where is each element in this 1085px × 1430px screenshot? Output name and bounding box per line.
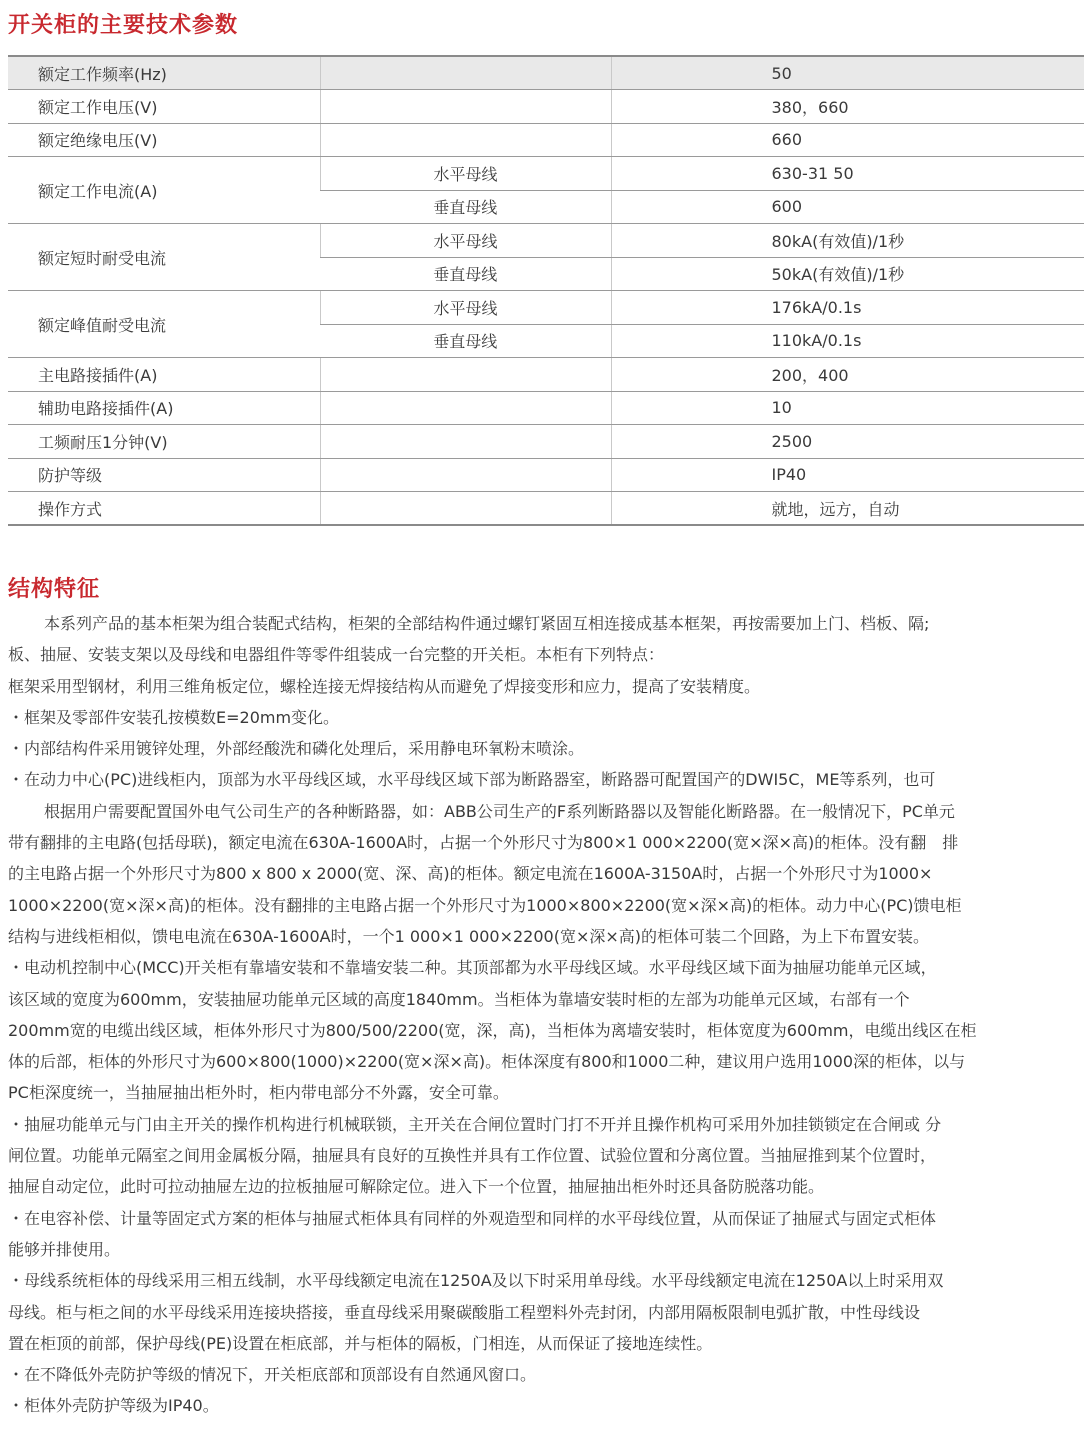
- param-value: 630-31 50: [611, 157, 1084, 191]
- paragraph-line: 闸位置。功能单元隔室之间用金属板分隔，抽屉具有良好的互换性并具有工作位置、试验位置和分离位置。当抽屉推到某个位置时，: [8, 1146, 937, 1166]
- paragraph-line: 根据用户需要配置国外电气公司生产的各种断路器，如：ABB公司生产的F系列断路器以及智能化断路器。在一般情况下，PC单元: [44, 801, 955, 821]
- param-sub: [320, 425, 611, 459]
- param-sub: [320, 391, 611, 425]
- list-item: ・电动机控制中心(MCC)开关柜有靠墙安装和不靠墙安装二种。其顶部都为水平母线区域。水平母线区域下面为抽屉功能单元区域，: [8, 958, 937, 978]
- list-item: ・在不降低外壳防护等级的情况下，开关柜底部和顶部设有自然通风窗口。: [8, 1365, 537, 1385]
- param-name: 辅助电路接插件(A): [8, 391, 320, 425]
- list-item: ・抽屉功能单元与门由主开关的操作机构进行机械联锁，主开关在合闸位置时门打不开并且操作机构可采用外加挂锁锁定在合闸或 分: [8, 1114, 942, 1134]
- param-name: 工频耐压1分钟(V): [8, 425, 320, 459]
- param-sub: [320, 458, 611, 492]
- param-value: 80kA(有效值)/1秒: [611, 224, 1084, 258]
- param-name: 额定绝缘电压(V): [8, 123, 320, 157]
- param-value: IP40: [611, 458, 1084, 492]
- param-name: 额定工作电流(A): [8, 157, 320, 224]
- param-value: 200，400: [611, 358, 1084, 392]
- param-name: 额定工作电压(V): [8, 90, 320, 124]
- spec-section-title: 开关柜的主要技术参数: [8, 13, 239, 38]
- structure-section-title: 结构特征: [8, 577, 101, 602]
- paragraph-line: 结构与进线柜相似，馈电电流在630A-1600A时，一个1 000×1 000×2200(宽×深×高)的柜体可装二个回路，为上下布置安装。: [8, 926, 930, 946]
- paragraph-line: 的主电路占据一个外形尺寸为800 x 800 x 2000(宽、深、高)的柜体。额定电流在1600A-3150A时，占据一个外形尺寸为1000×: [8, 864, 933, 884]
- param-sub: [320, 358, 611, 392]
- table-row: [8, 458, 1084, 492]
- table-row: [8, 391, 1084, 425]
- paragraph-line: 带有翻排的主电路(包括母联)，额定电流在630A-1600A时，占据一个外形尺寸为800×1 000×2200(宽×深×高)的柜体。没有翻 排: [8, 833, 959, 853]
- list-item: ・内部结构件采用镀锌处理，外部经酸洗和磷化处理后，采用静电环氧粉末喷涂。: [8, 739, 585, 759]
- list-item: ・母线系统柜体的母线采用三相五线制，水平母线额定电流在1250A及以下时采用单母线。水平母线额定电流在1250A以上时采用双: [8, 1271, 944, 1291]
- table-row: [8, 90, 1084, 124]
- param-sub: 水平母线: [320, 157, 611, 191]
- paragraph-line: 框架采用型钢材，利用三维角板定位，螺栓连接无焊接结构从而避免了焊接变形和应力，提高了安装精度。: [8, 676, 761, 696]
- param-sub: 垂直母线: [320, 324, 611, 358]
- param-sub: 水平母线: [320, 291, 611, 325]
- param-name: 额定工作频率(Hz): [8, 56, 320, 90]
- paragraph-line: 本系列产品的基本柜架为组合装配式结构，柜架的全部结构件通过螺钉紧固互相连接成基本框架，再按需要加上门、档板、隔;: [44, 614, 930, 633]
- list-item: ・在动力中心(PC)进线柜内，顶部为水平母线区域，水平母线区域下部为断路器室，断路器可配置国产的DWI5C，ME等系列，也可: [8, 770, 936, 790]
- table-row: [8, 425, 1084, 459]
- param-sub: [320, 492, 611, 526]
- table-row: [8, 358, 1084, 392]
- param-value: 2500: [611, 425, 1084, 459]
- param-value: 380，660: [611, 90, 1084, 124]
- param-value: 600: [611, 190, 1084, 224]
- param-sub: 垂直母线: [320, 190, 611, 224]
- table-row: [8, 123, 1084, 157]
- param-name: 额定峰值耐受电流: [8, 291, 320, 358]
- structure-text: [8, 608, 1085, 1422]
- table-row: [8, 56, 1084, 90]
- paragraph-line: 母线。柜与柜之间的水平母线采用连接块搭接，垂直母线采用聚碳酸脂工程塑料外壳封闭，内部用隔板限制电弧扩散，中性母线设: [8, 1302, 921, 1322]
- paragraph-line: 置在柜顶的前部，保护母线(PE)设置在柜底部，并与柜体的隔板，门相连，从而保证了接地连续性。: [8, 1333, 713, 1353]
- list-item: ・柜体外壳防护等级为IP40。: [8, 1396, 219, 1416]
- param-sub: 垂直母线: [320, 257, 611, 291]
- param-name: 操作方式: [8, 492, 320, 526]
- param-sub: 水平母线: [320, 224, 611, 258]
- param-value: 就地，远方，自动: [611, 492, 1084, 526]
- param-value: 176kA/0.1s: [611, 291, 1084, 325]
- param-name: 主电路接插件(A): [8, 358, 320, 392]
- param-name: 防护等级: [8, 458, 320, 492]
- param-sub: [320, 123, 611, 157]
- paragraph-line: 能够并排使用。: [8, 1239, 121, 1259]
- table-row: [8, 157, 1084, 191]
- spec-table: [8, 55, 1084, 526]
- table-row: [8, 291, 1084, 325]
- paragraph-line: 体的后部，柜体的外形尺寸为600×800(1000)×2200(宽×深×高)。柜体深度有800和1000二种，建议用户选用1000深的柜体，以与: [8, 1052, 966, 1072]
- paragraph-line: 1000×2200(宽×深×高)的柜体。没有翻排的主电路占据一个外形尺寸为1000×800×2200(宽×深×高)的柜体。动力中心(PC)馈电柜: [8, 895, 962, 915]
- param-value: 50kA(有效值)/1秒: [611, 257, 1084, 291]
- param-value: 10: [611, 391, 1084, 425]
- param-value: 110kA/0.1s: [611, 324, 1084, 358]
- paragraph-line: PC柜深度统一，当抽屉抽出柜外时，柜内带电部分不外露，安全可靠。: [8, 1083, 509, 1103]
- param-value: 660: [611, 123, 1084, 157]
- paragraph-line: 抽屉自动定位，此时可拉动抽屉左边的拉板抽屉可解除定位。进入下一个位置，抽屉抽出柜外时还具备防脱落功能。: [8, 1177, 825, 1197]
- table-row: [8, 492, 1084, 526]
- list-item: ・框架及零部件安装孔按模数E=20mm变化。: [8, 707, 340, 727]
- paragraph-line: 200mm宽的电缆出线区域，柜体外形尺寸为800/500/2200(宽，深，高)，当柜体为离墙安装时，柜体宽度为600mm，电缆出线区在柜: [8, 1020, 977, 1040]
- paragraph-line: 该区域的宽度为600mm，安装抽屉功能单元区域的高度1840mm。当柜体为靠墙安装时柜的左部为功能单元区域，右部有一个: [8, 989, 910, 1009]
- param-value: 50: [611, 56, 1084, 90]
- param-sub: [320, 56, 611, 90]
- param-sub: [320, 90, 611, 124]
- paragraph-line: 板、抽屉、安装支架以及母线和电器组件等零件组装成一台完整的开关柜。本柜有下列特点：: [8, 645, 665, 665]
- table-row: [8, 224, 1084, 258]
- param-name: 额定短时耐受电流: [8, 224, 320, 291]
- list-item: ・在电容补偿、计量等固定式方案的柜体与抽屉式柜体具有同样的外观造型和同样的水平母线位置，从而保证了抽屉式与固定式柜体: [8, 1208, 937, 1228]
